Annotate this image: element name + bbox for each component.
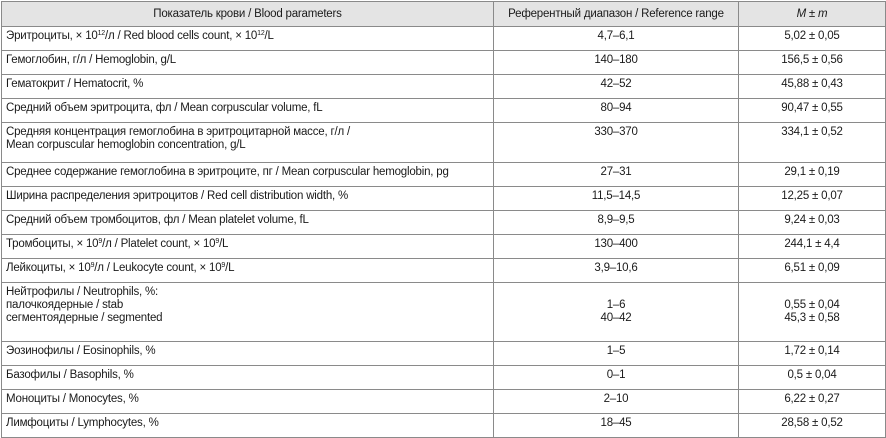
parameter-label: Базофилы / Basophils, % (2, 366, 494, 390)
reference-range-cell: 0–1 (494, 366, 739, 390)
table-row (2, 211, 886, 235)
reference-range-cell: 330–370 (494, 123, 739, 163)
table-row (2, 99, 886, 123)
header-parameter: Показатель крови / Blood parameters (2, 2, 494, 27)
reference-range-cell: 8,9–9,5 (494, 211, 739, 235)
reference-range-cell: 1–5 (494, 342, 739, 366)
mean-value-cell: 334,1 ± 0,52 (739, 123, 886, 163)
mean-value-cell: 28,58 ± 0,52 (739, 414, 886, 438)
table-row (2, 235, 886, 259)
parameter-label: Средний объем тромбоцитов, фл / Mean platelet volume, fL (2, 211, 494, 235)
table-row (2, 366, 886, 390)
mean-value-cell: 5,02 ± 0,05 (739, 27, 886, 51)
mean-value-cell: 244,1 ± 4,4 (739, 235, 886, 259)
mean-value-cell: 12,25 ± 0,07 (739, 187, 886, 211)
reference-range-cell: 27–31 (494, 163, 739, 187)
parameter-label: Гемоглобин, г/л / Hemoglobin, g/L (2, 51, 494, 75)
blood-parameters-table (1, 1, 886, 438)
mean-value-cell: 0,55 ± 0,04 45,3 ± 0,58 (739, 283, 886, 342)
parameter-label: Тромбоциты, × $10^9/л$ / Platelet count, × $10^9/L$ (2, 235, 494, 259)
reference-range-cell: 3,9–10,6 (494, 259, 739, 283)
reference-range-cell: 11,5–14,5 (494, 187, 739, 211)
mean-value-cell: 6,51 ± 0,09 (739, 259, 886, 283)
table-row (2, 27, 886, 51)
mean-value-cell: 9,24 ± 0,03 (739, 211, 886, 235)
table-row (2, 187, 886, 211)
parameter-label: Средняя концентрация гемоглобина в эритроцитарной массе, г/л / Mean corpuscular hemoglobin concentration, g/L (2, 123, 494, 163)
header-reference-range: Референтный диапазон / Reference range (494, 2, 739, 27)
reference-range-cell: 2–10 (494, 390, 739, 414)
header-row (2, 2, 886, 27)
reference-range-cell: 130–400 (494, 235, 739, 259)
table-row (2, 163, 886, 187)
table-row (2, 283, 886, 342)
reference-range-cell: 1–6 40–42 (494, 283, 739, 342)
reference-range-cell: 42–52 (494, 75, 739, 99)
parameter-label: Эозинофилы / Eosinophils, % (2, 342, 494, 366)
mean-value-cell: 0,5 ± 0,04 (739, 366, 886, 390)
table-row (2, 414, 886, 438)
parameter-label: Лейкоциты, × $10^9/л$ / Leukocyte count, × $10^9/L$ (2, 259, 494, 283)
parameter-label: Ширина распределения эритроцитов / Red cell distribution width, % (2, 187, 494, 211)
mean-value-cell: 29,1 ± 0,19 (739, 163, 886, 187)
table-row (2, 51, 886, 75)
mean-value-cell: 156,5 ± 0,56 (739, 51, 886, 75)
reference-range-cell: 18–45 (494, 414, 739, 438)
parameter-label: Среднее содержание гемоглобина в эритроците, пг / Mean corpuscular hemoglobin, pg (2, 163, 494, 187)
reference-range-cell: 4,7–6,1 (494, 27, 739, 51)
parameter-label: Нейтрофилы / Neutrophils, %: палочкоядерные / stab сегментоядерные / segmented (2, 283, 494, 342)
table-row (2, 259, 886, 283)
table-row (2, 75, 886, 99)
header-mean-sem: M ± m (739, 2, 886, 27)
parameter-label: Средний объем эритроцита, фл / Mean corpuscular volume, fL (2, 99, 494, 123)
table-row (2, 390, 886, 414)
mean-value-cell: 1,72 ± 0,14 (739, 342, 886, 366)
mean-value-cell: 90,47 ± 0,55 (739, 99, 886, 123)
table-row (2, 342, 886, 366)
parameter-label: Моноциты / Monocytes, % (2, 390, 494, 414)
reference-range-cell: 140–180 (494, 51, 739, 75)
parameter-label: Эритроциты, × $10^{12}/л$ / Red blood cells count, × $10^{12}/L$ (2, 27, 494, 51)
parameter-label: Лимфоциты / Lymphocytes, % (2, 414, 494, 438)
mean-value-cell: 45,88 ± 0,43 (739, 75, 886, 99)
mean-value-cell: 6,22 ± 0,27 (739, 390, 886, 414)
table-row (2, 123, 886, 163)
parameter-label: Гематокрит / Hematocrit, % (2, 75, 494, 99)
reference-range-cell: 80–94 (494, 99, 739, 123)
